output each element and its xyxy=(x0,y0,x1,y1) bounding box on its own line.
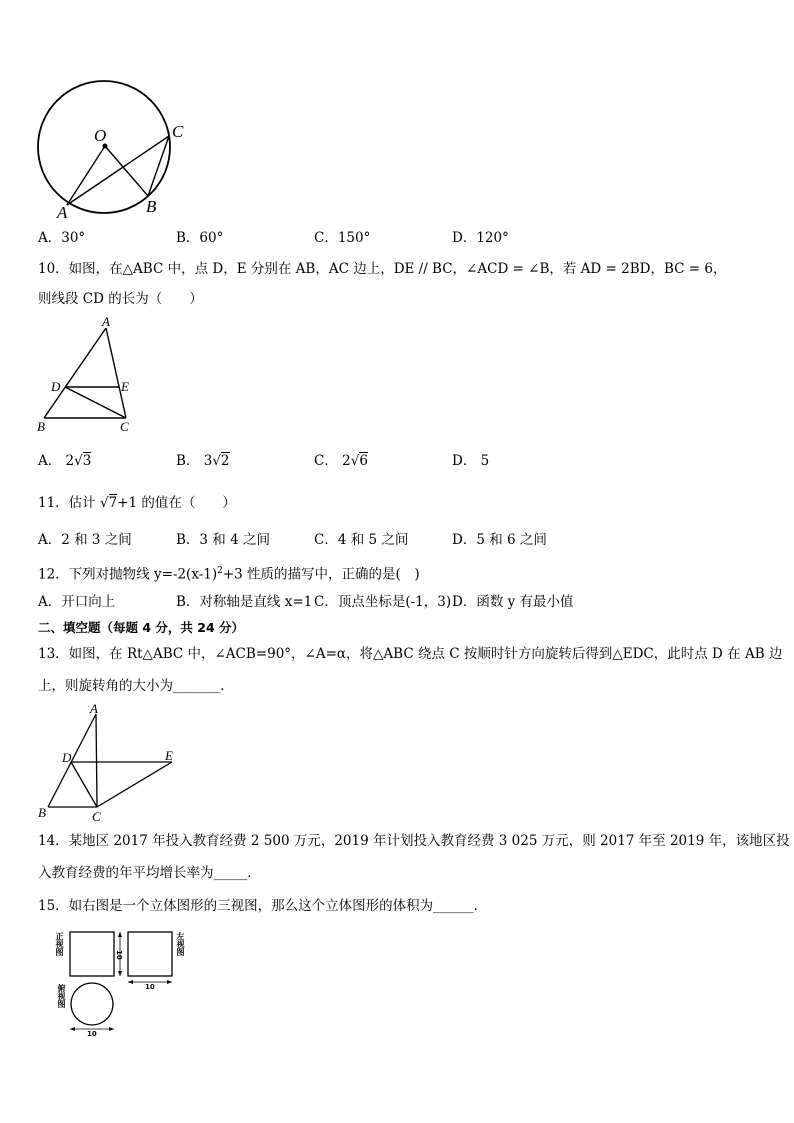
sqrt-symbol: √ xyxy=(74,453,83,469)
q10-option-b: B． 3√2 xyxy=(176,453,230,469)
q11-option-d: D．5 和 6 之间 xyxy=(452,532,547,548)
q10-label-D: D xyxy=(51,379,61,394)
q12-option-a: A．开口向上 xyxy=(38,594,116,610)
q12-stem: 12．下列对抛物线 $y=-2(x-1)^2+3$ 性质的描写中，正确的是( ) xyxy=(38,566,420,583)
q11-option-c: C．4 和 5 之间 xyxy=(314,532,409,548)
q10-option-d: D． 5 xyxy=(452,453,490,469)
q9-option-d: D．120° xyxy=(452,230,509,246)
sqrt-symbol: √ xyxy=(350,453,360,469)
q9-option-c: C．150° xyxy=(314,230,371,246)
sqrt-symbol: √ xyxy=(99,495,109,511)
q10-label-B: B xyxy=(37,419,45,434)
q13-label-C: C xyxy=(92,809,101,824)
q13-stem-line2: 上，则旋转角的大小为_______． xyxy=(38,678,234,694)
q14-stem-line1: 14．某地区 2017 年投入教育经费 2 500 万元，2019 年计划投入教育经费 3 025 万元，则 2017 年至 2019 年，该地区投 xyxy=(38,833,790,849)
q15-top-view-label: 俯视图 xyxy=(57,984,66,1008)
sqrt-symbol: √ xyxy=(212,453,221,469)
q13-label-D: D xyxy=(62,750,72,765)
q15-three-view-figure xyxy=(52,924,192,1036)
q13-label-B: B xyxy=(38,805,46,820)
q11-option-b: B．3 和 4 之间 xyxy=(176,532,270,548)
q10-label-C: C xyxy=(120,419,129,434)
q10-stem-line2: 则线段 CD 的长为（ ） xyxy=(38,291,203,307)
q9-circle-figure xyxy=(30,72,200,222)
q11-option-a: A．2 和 3 之间 xyxy=(38,532,132,548)
q10-triangle-figure xyxy=(34,314,144,436)
q10-option-c: C． 2√6 xyxy=(314,453,368,469)
q9-option-a: A．30° xyxy=(38,230,86,246)
q11-stem: 11．估计 √7+1 的值在（ ） xyxy=(38,495,236,511)
q15-dim-left: 10 xyxy=(145,983,155,991)
q9-option-b: B．60° xyxy=(176,230,224,246)
q9-label-B: B xyxy=(146,197,157,216)
q14-stem-line2: 入教育经费的年平均增长率为_____． xyxy=(38,865,261,881)
q15-dim-vertical: 10 xyxy=(115,950,123,960)
q12-option-d: D．函数 y 有最小值 xyxy=(452,594,574,610)
q10-option-a: A． 2√3 xyxy=(38,453,92,469)
q12-option-b: B．对称轴是直线 x=1 xyxy=(176,594,313,610)
q9-label-O: O xyxy=(94,126,107,145)
q13-rotation-figure xyxy=(34,700,184,824)
q15-left-view-label: 左视图 xyxy=(176,932,185,956)
q15-front-view-label: 正视图 xyxy=(55,932,64,956)
q15-stem: 15．如右图是一个立体图形的三视图，那么这个立体图形的体积为______． xyxy=(38,898,488,914)
q12-option-c: C．顶点坐标是(-1，3) xyxy=(314,594,452,610)
q9-label-C: C xyxy=(172,122,184,141)
q15-dim-top: 10 xyxy=(87,1030,97,1036)
q13-label-E: E xyxy=(165,748,173,763)
q10-stem-line1: 10．如图，在△ABC 中，点 D，E 分别在 AB，AC 边上，DE // BC，∠ACD = ∠B，若 AD = 2BD，BC = 6， xyxy=(38,261,727,277)
q10-label-E: E xyxy=(121,379,129,394)
q13-label-A: A xyxy=(90,701,98,716)
q10-label-A: A xyxy=(102,314,110,329)
q13-stem-line1: 13．如图，在 Rt△ABC 中，∠ACB=90°，∠A=α，将△ABC 绕点 C 按顺时针方向旋转后得到△EDC，此时点 D 在 AB 边 xyxy=(38,646,783,662)
q9-label-A: A xyxy=(57,203,68,222)
section-title: 二、填空题（每题 4 分，共 24 分） xyxy=(38,620,245,635)
